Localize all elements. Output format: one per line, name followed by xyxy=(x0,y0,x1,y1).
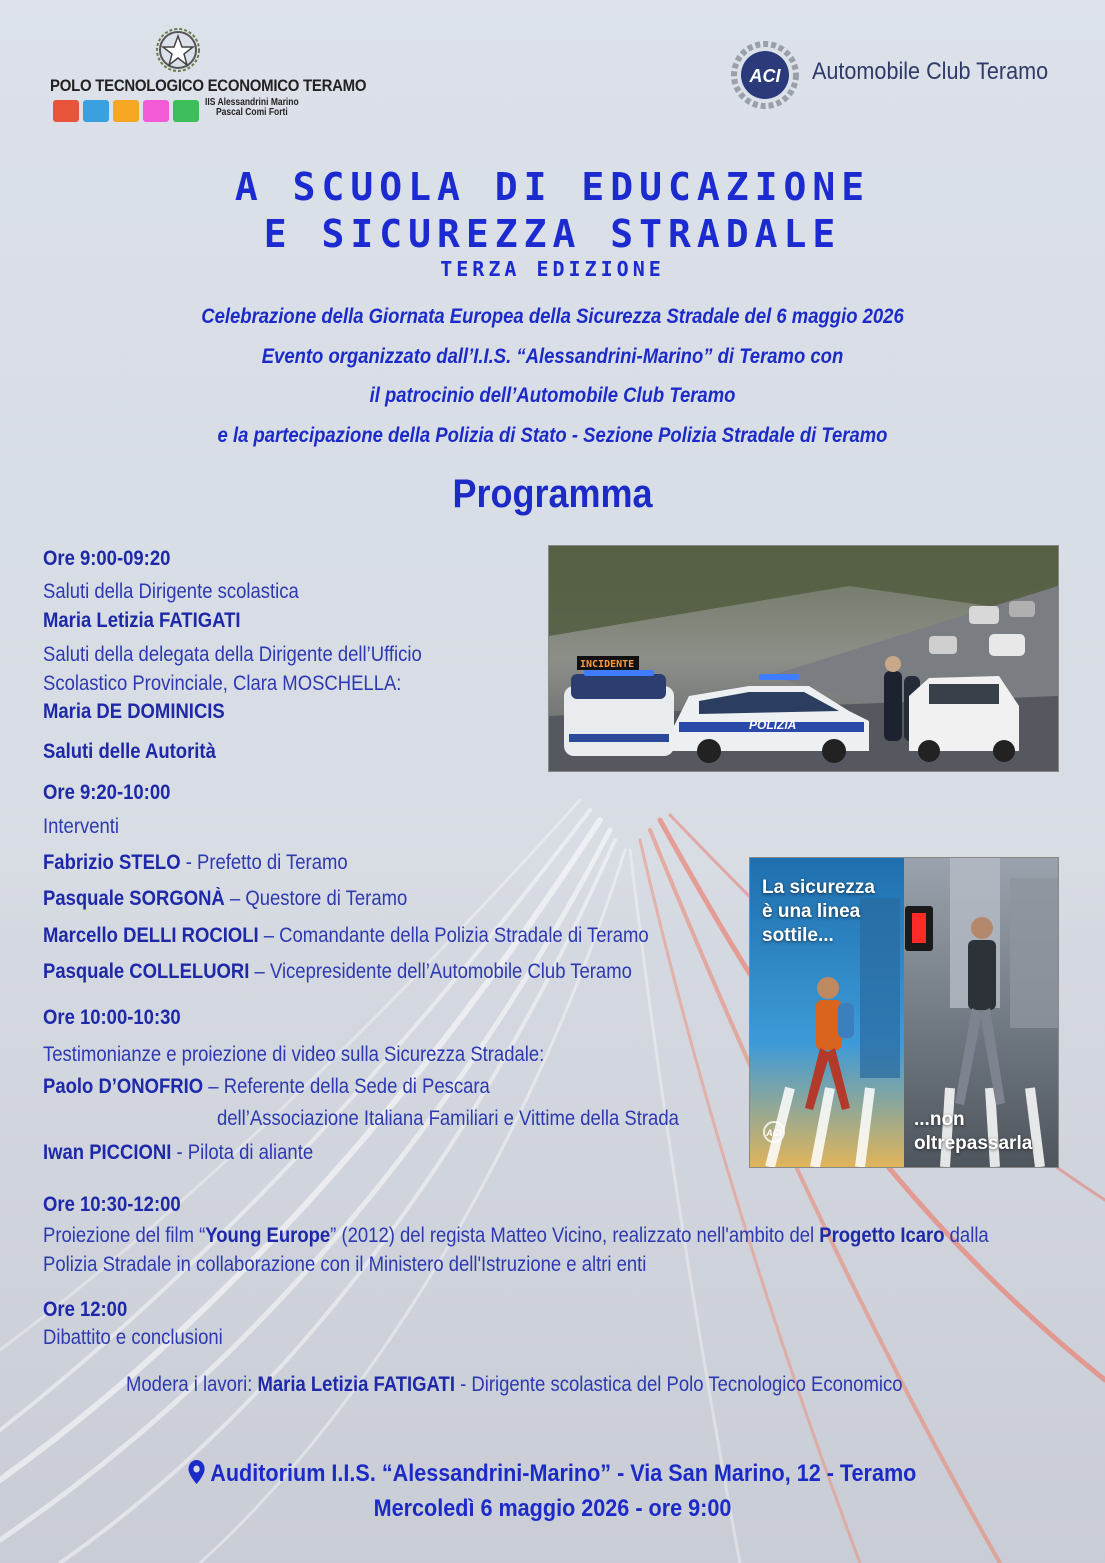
location-pin-icon xyxy=(189,1460,205,1484)
session-time: Ore 9:00-09:20 xyxy=(43,547,171,570)
program-text xyxy=(43,1224,989,1248)
program-text: Polizia Stradale in collaborazione con il Ministero dell'Istruzione e altri enti xyxy=(43,1253,647,1276)
campaign-text-top: La sicurezza è una linea sottile... xyxy=(762,877,875,946)
aci-name: Automobile Club Teramo xyxy=(812,58,1049,85)
speaker-name: Iwan PICCIONI xyxy=(43,1141,172,1164)
venue-row xyxy=(55,1460,1050,1488)
text-part: dalla xyxy=(944,1224,989,1247)
speaker-name: Paolo D’ONOFRIO xyxy=(43,1075,204,1098)
speaker-name: Pasquale COLLELUORI xyxy=(43,960,250,983)
session-time: Ore 12:00 xyxy=(43,1298,128,1321)
speaker-row xyxy=(43,1141,313,1165)
session-time: Ore 9:20-10:00 xyxy=(43,781,171,804)
speaker-name: Marcello DELLI ROCIOLI xyxy=(43,924,259,947)
text-part: ” (2012) del regista Matteo Vicino, realizzato nell'ambito del xyxy=(330,1224,820,1247)
program xyxy=(43,0,1083,1563)
speaker-role: – Questore di Teramo xyxy=(224,887,408,910)
programma-title: Programma xyxy=(452,472,653,516)
speaker-row xyxy=(43,887,407,911)
speaker-name: Maria DE DOMINICIS xyxy=(43,700,225,723)
program-text: Saluti delle Autorità xyxy=(43,740,216,763)
session-time: Ore 10:00-10:30 xyxy=(43,1006,181,1029)
moderator-row xyxy=(126,1373,902,1397)
speaker-row xyxy=(43,924,649,948)
venue-address: Auditorium I.I.S. “Alessandrini-Marino” - Via San Marino, 12 - Teramo xyxy=(210,1460,917,1487)
intro-line: Evento organizzato dall’I.I.S. “Alessandrini-Marino” di Teramo con xyxy=(261,344,844,368)
speaker-row xyxy=(43,960,632,984)
program-text: Testimonianze e proiezione di video sulla Sicurezza Stradale: xyxy=(43,1043,545,1066)
intro-line: Celebrazione della Giornata Europea della Sicurezza Stradale del 6 maggio 2026 xyxy=(201,305,904,328)
safety-campaign-image xyxy=(749,857,1059,1168)
program-text: Saluti della delegata della Dirigente dell’Ufficio xyxy=(43,643,422,666)
speaker-name: Fabrizio STELO xyxy=(43,851,181,874)
film-title: Young Europe xyxy=(205,1224,331,1247)
program-text: Scolastico Provinciale, Clara MOSCHELLA: xyxy=(43,672,402,695)
program-text: Saluti della Dirigente scolastica xyxy=(43,580,299,603)
speaker-name: Pasquale SORGONÀ xyxy=(43,887,225,910)
campaign-text-bottom: ...non oltrepassarla xyxy=(914,1109,1033,1154)
police-accident-photo xyxy=(548,545,1059,772)
project-name: Progetto Icaro xyxy=(819,1224,945,1247)
school-name: POLO TECNOLOGICO ECONOMICO TERAMO xyxy=(50,76,367,95)
incidente-sign: INCIDENTE xyxy=(580,659,635,670)
aci-mark-small: ACI xyxy=(766,1128,782,1138)
intro-line: il patrocinio dell’Automobile Club Teramo xyxy=(369,384,736,407)
title-line-2: E SICUREZZA STRADALE xyxy=(263,212,842,256)
text-part: Modera i lavori: xyxy=(126,1373,258,1396)
car-text: POLIZIA xyxy=(749,718,797,732)
speaker-role: – Referente della Sede di Pescara xyxy=(203,1075,490,1098)
program-text: Dibattito e conclusioni xyxy=(43,1326,223,1349)
aci-mark: ACI xyxy=(749,66,781,86)
edition-label: TERZA EDIZIONE xyxy=(440,257,665,281)
event-date: Mercoledì 6 maggio 2026 - ore 9:00 xyxy=(373,1495,732,1522)
text-part: - Dirigente scolastica del Polo Tecnologico Economico xyxy=(454,1373,903,1396)
title-line-1: A SCUOLA DI EDUCAZIONE xyxy=(234,165,871,209)
program-text: Interventi xyxy=(43,815,120,838)
speaker-role: – Comandante della Polizia Stradale di Teramo xyxy=(258,924,649,947)
speaker-role: dell’Associazione Italiana Familiari e Vittime della Strada xyxy=(217,1107,679,1130)
speaker-name: Maria Letizia FATIGATI xyxy=(257,1373,455,1396)
intro-line: e la partecipazione della Polizia di Stato - Sezione Polizia Stradale di Teramo xyxy=(217,423,888,447)
school-subtitle: IIS Alessandrini Marino Pascal Comi Forti xyxy=(205,97,299,118)
speaker-name: Maria Letizia FATIGATI xyxy=(43,609,241,632)
speaker-row xyxy=(43,1075,490,1099)
text-part: Proiezione del film “ xyxy=(43,1224,206,1247)
speaker-role: – Vicepresidente dell’Automobile Club Teramo xyxy=(249,960,632,983)
speaker-role: - Prefetto di Teramo xyxy=(180,851,348,874)
session-time: Ore 10:30-12:00 xyxy=(43,1193,181,1216)
speaker-role: - Pilota di aliante xyxy=(171,1141,314,1164)
speaker-row xyxy=(43,851,348,875)
